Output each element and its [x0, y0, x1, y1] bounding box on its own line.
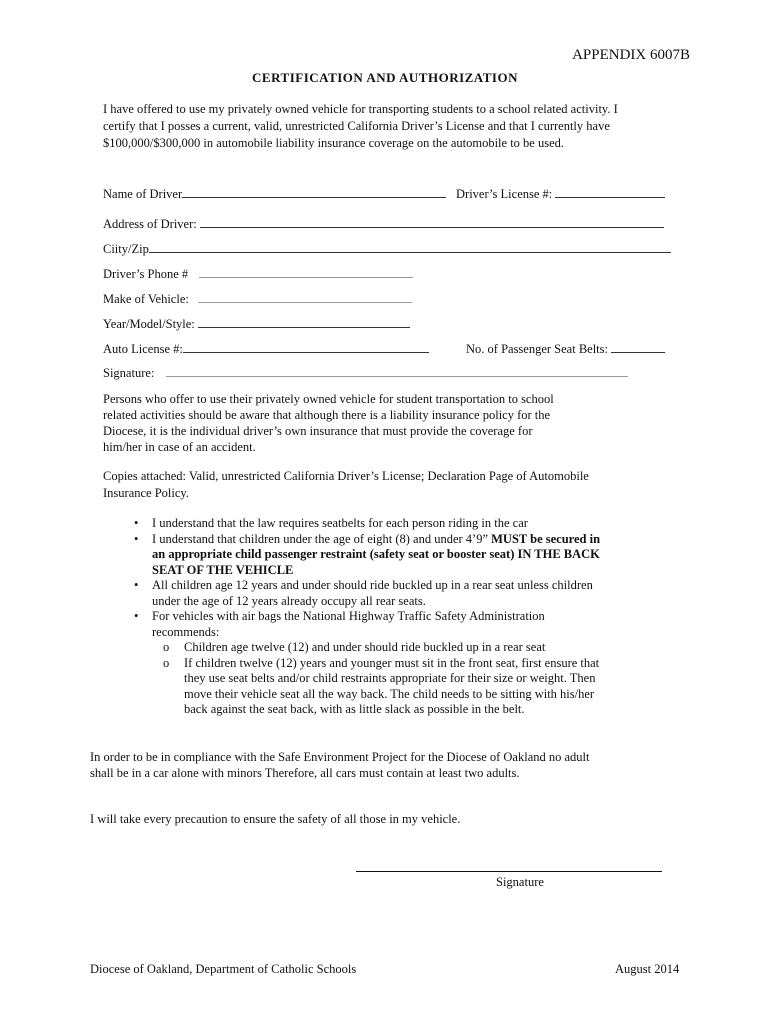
auto-license-field[interactable] [183, 341, 429, 353]
year-model-style-field[interactable] [198, 316, 410, 328]
bullet-text: I understand that the law requires seatbelts for each person riding in the car [152, 516, 528, 530]
signature-field[interactable] [166, 365, 628, 377]
year-model-row [103, 316, 410, 332]
bullet-text: All children age 12 years and under should ride buckled up in a rear seat unless children under the age of 12 years already occupy all rear seats. [152, 578, 593, 608]
list-item [134, 516, 614, 532]
compliance-paragraph: In order to be in compliance with the Safe Environment Project for the Diocese of Oakland no adult shall be in a car alone with minors Therefore, all cars must contain at least two adults. [90, 750, 590, 780]
phone-row [103, 266, 413, 282]
make-row [103, 291, 412, 307]
bullet-text: For vehicles with air bags the National Highway Traffic Safety Administration recommends: [152, 609, 545, 639]
signature-label: Signature: [103, 366, 155, 380]
form-title: CERTIFICATION AND AUTHORIZATION [252, 70, 518, 85]
footer-date: August 2014 [615, 962, 680, 976]
list-item [134, 578, 614, 609]
passenger-seat-belts-field[interactable] [611, 341, 665, 353]
drivers-license-label: Driver’s License #: [456, 187, 553, 201]
address-of-driver-label: Address of Driver: [103, 217, 197, 231]
bullet-icon: • [134, 609, 139, 623]
circle-bullet-icon: o [163, 655, 170, 670]
drivers-license-row [456, 186, 665, 202]
passenger-seat-belts-label: No. of Passenger Seat Belts: [466, 342, 608, 356]
make-of-vehicle-field[interactable] [198, 291, 412, 303]
circle-bullet-icon: o [163, 640, 170, 654]
drivers-phone-label: Driver’s Phone # [103, 267, 189, 281]
bullet-text: I understand that children under the age of eight (8) and under 4’9” [152, 531, 492, 546]
sub-bullet-text: Children age twelve (12) and under should ride buckled up in a rear seat [184, 640, 546, 654]
bullet-icon: • [134, 516, 139, 530]
auto-license-row [103, 341, 429, 357]
city-zip-field[interactable] [149, 241, 671, 253]
footer-organization: Diocese of Oakland, Department of Catholic Schools [90, 962, 357, 976]
sub-bullet-text: If children twelve (12) years and younger must sit in the front seat, first ensure that they use seat belts and/or child restraints appropriate for their size or weight. Then move their vehicle seat all the way back. The child needs to be sitting with his/her back against the seat back, with as little slack as possible in the belt. [184, 655, 600, 716]
make-of-vehicle-label: Make of Vehicle: [103, 292, 189, 306]
appendix-label: APPENDIX 6007B [572, 47, 690, 63]
signature-line[interactable] [356, 871, 662, 872]
bullet-icon: • [134, 531, 139, 546]
address-of-driver-field[interactable] [200, 216, 664, 228]
name-of-driver-label: Name of Driver [103, 187, 183, 201]
bullet-icon: • [134, 578, 139, 592]
copies-paragraph: Copies attached: Valid, unrestricted California Driver’s License; Declaration Page of Automobile Insurance Policy. [103, 469, 589, 500]
auto-license-label: Auto License #: [103, 342, 183, 356]
name-of-driver-field[interactable] [182, 186, 446, 198]
year-model-style-label: Year/Model/Style: [103, 317, 195, 331]
drivers-license-field[interactable] [555, 186, 665, 198]
bullet-bold-text: MUST be secured in an appropriate child passenger restraint (safety seat or booster seat) IN THE BACK SEAT OF THE VEHICLE [152, 531, 601, 577]
drivers-phone-field[interactable] [199, 266, 413, 278]
sub-list-item [134, 656, 614, 718]
address-row [103, 216, 664, 232]
bullet-list [134, 516, 614, 718]
city-zip-row [103, 241, 671, 257]
intro-paragraph: I have offered to use my privately owned vehicle for transporting students to a school related activity. I certify that I posses a current, valid, unrestricted California Driver’s License and that I currently have $100,000/$300,000 in automobile liability insurance coverage on the automobile to be used. [103, 102, 618, 150]
seat-belts-row [466, 341, 665, 357]
list-item [134, 532, 614, 579]
signature-row [103, 365, 628, 381]
sub-list-item [134, 640, 614, 656]
precaution-statement: I will take every precaution to ensure the safety of all those in my vehicle. [90, 812, 461, 826]
signature-caption: Signature [496, 875, 544, 889]
city-zip-label: Ciity/Zip [103, 242, 149, 256]
persons-paragraph: Persons who offer to use their privately owned vehicle for student transportation to school related activities should be aware that although there is a liability insurance policy for the Diocese, it is the individual driver’s own insurance that must provide the coverage for him/her in case of an accident. [103, 392, 554, 454]
list-item [134, 609, 614, 640]
name-of-driver-row [103, 186, 446, 202]
